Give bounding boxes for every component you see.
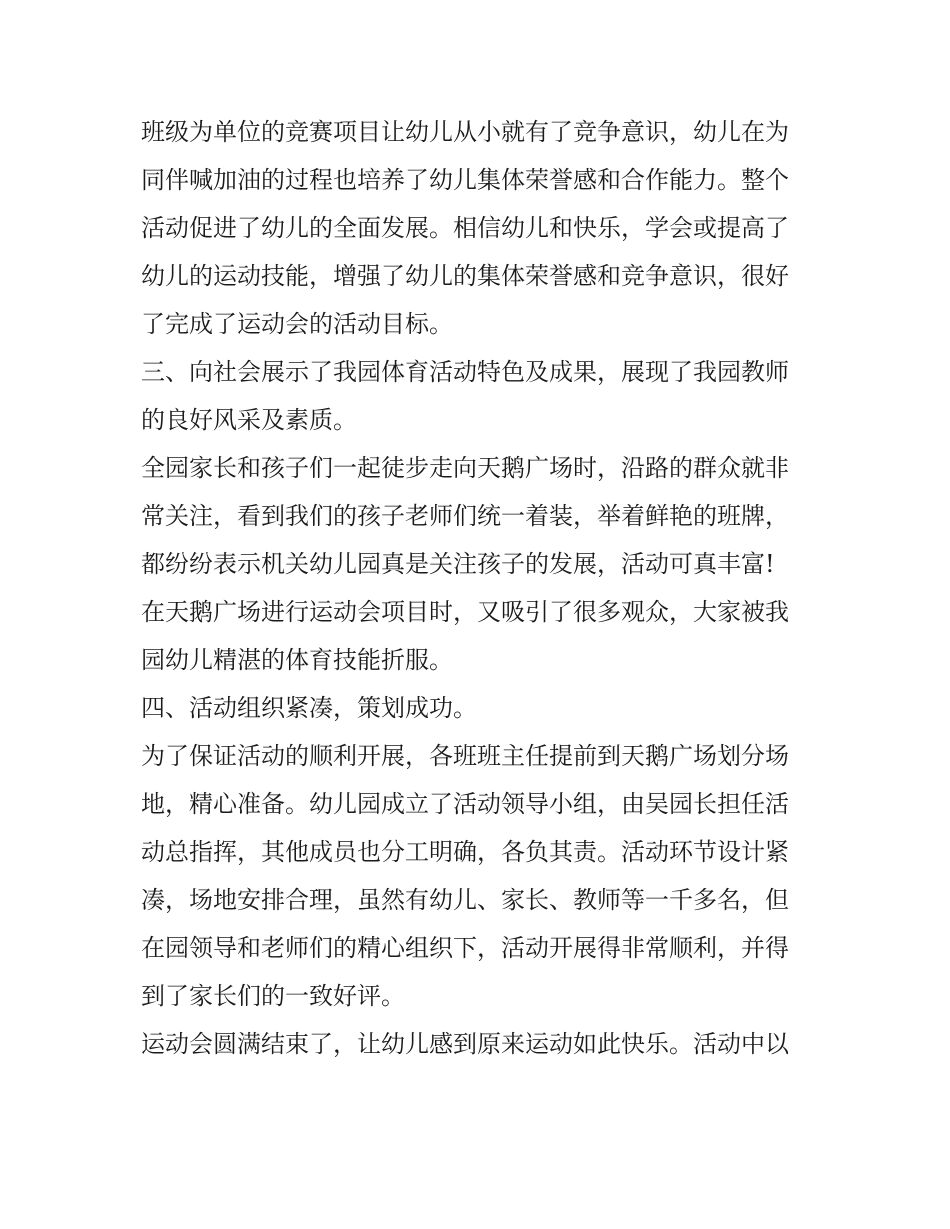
text-line: 地，精心准备。幼儿园成立了活动领导小组，由吴园长担任活 <box>141 790 789 818</box>
text-line: 为了保证活动的顺利开展，各班班主任提前到天鹅广场划分场 <box>141 742 789 770</box>
document-body <box>141 108 813 1068</box>
text-line: 动总指挥，其他成员也分工明确，各负其责。活动环节设计紧 <box>141 838 789 866</box>
text-line: 的良好风采及素质。 <box>141 406 357 434</box>
section-heading-4: 四、活动组织紧凑，策划成功。 <box>141 694 477 722</box>
text-line: 凑，场地安排合理，虽然有幼儿、家长、教师等一千多名，但 <box>141 886 789 914</box>
text-line: 园幼儿精湛的体育技能折服。 <box>141 646 453 674</box>
text-line: 班级为单位的竞赛项目让幼儿从小就有了竞争意识，幼儿在为 <box>141 118 789 146</box>
text-line: 常关注，看到我们的孩子老师们统一着装，举着鲜艳的班牌， <box>141 502 789 530</box>
text-line: 运动会圆满结束了，让幼儿感到原来运动如此快乐。活动中以 <box>141 1030 789 1058</box>
text-line: 幼儿的运动技能，增强了幼儿的集体荣誉感和竞争意识，很好 <box>141 262 789 290</box>
text-line: 在天鹅广场进行运动会项目时，又吸引了很多观众，大家被我 <box>141 598 789 626</box>
text-line: 活动促进了幼儿的全面发展。相信幼儿和快乐，学会或提高了 <box>141 214 789 242</box>
text-line: 都纷纷表示机关幼儿园真是关注孩子的发展，活动可真丰富! <box>141 550 775 578</box>
text-line: 在园领导和老师们的精心组织下，活动开展得非常顺利，并得 <box>141 934 789 962</box>
text-line: 同伴喊加油的过程也培养了幼儿集体荣誉感和合作能力。整个 <box>141 166 789 194</box>
text-line: 到了家长们的一致好评。 <box>141 982 405 1010</box>
text-line: 了完成了运动会的活动目标。 <box>141 310 453 338</box>
text-line: 全园家长和孩子们一起徒步走向天鹅广场时，沿路的群众就非 <box>141 454 789 482</box>
section-heading-3: 三、向社会展示了我园体育活动特色及成果，展现了我园教师 <box>141 358 789 386</box>
